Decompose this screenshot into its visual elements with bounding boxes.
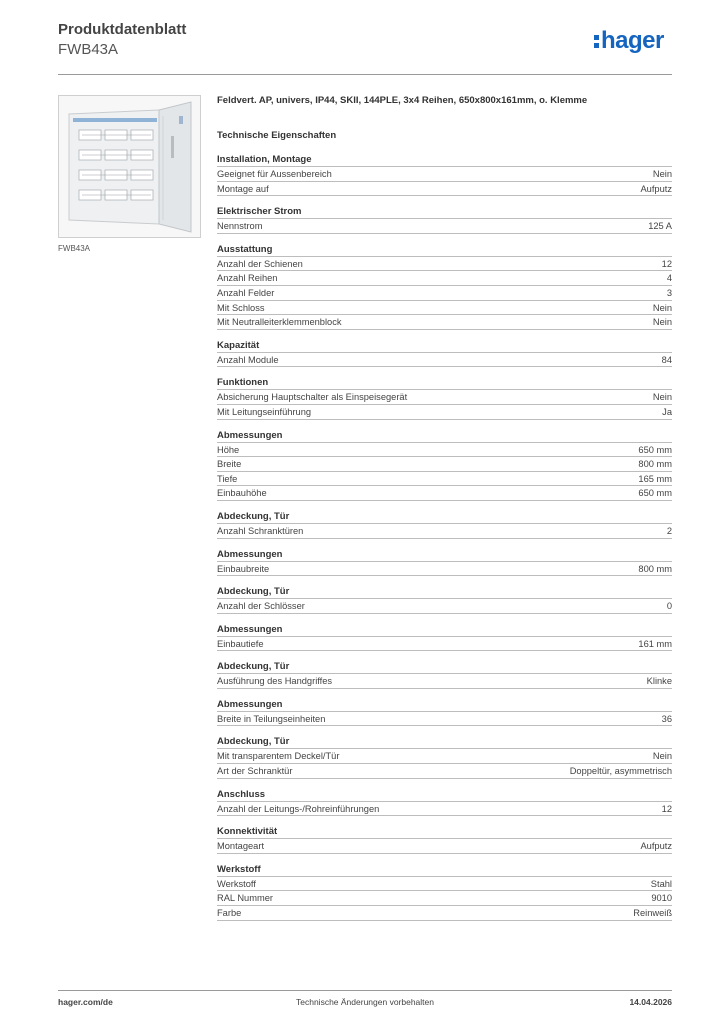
document-title: Produktdatenblatt xyxy=(58,21,187,38)
section-title: Elektrischer Strom xyxy=(217,206,672,219)
datasheet-content xyxy=(217,94,672,931)
document-header xyxy=(58,20,186,60)
property-section xyxy=(217,864,672,921)
section-title: Abmessungen xyxy=(217,699,672,712)
section-title: Abdeckung, Tür xyxy=(217,661,672,674)
property-section xyxy=(217,789,672,817)
property-row xyxy=(217,802,672,817)
property-value: Nein xyxy=(652,169,672,179)
section-title: Abdeckung, Tür xyxy=(217,586,672,599)
property-label: Anzahl Felder xyxy=(217,287,275,298)
property-value: Aufputz xyxy=(640,841,672,852)
property-label: Anzahl der Schienen xyxy=(217,258,303,269)
property-section xyxy=(217,736,672,778)
property-row xyxy=(217,390,672,405)
footer-divider xyxy=(58,990,672,991)
image-caption: FWB43A xyxy=(58,244,91,253)
section-title: Abmessungen xyxy=(217,624,672,637)
property-label: Montage auf xyxy=(217,183,269,194)
property-section xyxy=(217,661,672,689)
property-label: Absicherung Hauptschalter als Einspeisegerät xyxy=(217,392,408,403)
property-section xyxy=(217,549,672,577)
property-value: 84 xyxy=(661,354,672,365)
property-row xyxy=(217,443,672,458)
property-value: Doppeltür, asymmetrisch xyxy=(569,766,672,777)
property-value: 36 xyxy=(661,713,672,724)
property-value: 161 mm xyxy=(638,638,672,649)
property-row xyxy=(217,486,672,501)
property-label: Farbe xyxy=(217,908,242,919)
property-label: Montageart xyxy=(217,841,265,852)
property-section xyxy=(217,511,672,539)
property-label: Einbautiefe xyxy=(217,638,264,649)
property-row xyxy=(217,712,672,727)
property-value: Nein xyxy=(652,302,672,313)
property-row xyxy=(217,891,672,906)
property-row xyxy=(217,301,672,316)
property-row xyxy=(217,182,672,197)
product-description: Feldvert. AP, univers, IP44, SKII, 144PLE, 3x4 Reihen, 650x800x161mm, o. Klemme xyxy=(217,95,588,106)
property-section xyxy=(217,206,672,234)
property-value: 3 xyxy=(666,287,672,298)
property-row xyxy=(217,877,672,892)
logo-colon-icon xyxy=(594,32,599,51)
property-value: 9010 xyxy=(651,893,672,904)
distribution-cabinet-icon xyxy=(59,96,200,237)
section-title: Funktionen xyxy=(217,377,672,390)
property-value: Nein xyxy=(652,317,672,328)
section-title: Ausstattung xyxy=(217,244,672,257)
property-label: Breite xyxy=(217,459,242,470)
property-section xyxy=(217,154,672,196)
property-row xyxy=(217,457,672,472)
section-title: Werkstoff xyxy=(217,864,672,877)
property-label: Anzahl der Schlösser xyxy=(217,601,305,612)
property-section xyxy=(217,586,672,614)
section-title: Installation, Montage xyxy=(217,154,672,167)
property-label: Mit Schloss xyxy=(217,302,265,313)
property-label: Tiefe xyxy=(217,473,238,484)
property-label: Höhe xyxy=(217,444,240,455)
property-value: 12 xyxy=(661,258,672,269)
property-value: 800 mm xyxy=(638,563,672,574)
property-value: Stahl xyxy=(650,878,672,889)
property-value: Nein xyxy=(652,751,672,762)
product-code: FWB43A xyxy=(58,41,119,58)
property-label: Mit Neutralleiterklemmenblock xyxy=(217,317,342,328)
footer-website-link[interactable]: hager.com/de xyxy=(58,997,113,1007)
property-label: Mit transparentem Deckel/Tür xyxy=(217,751,340,762)
property-section xyxy=(217,699,672,727)
logo-text: hager xyxy=(601,27,664,54)
property-label: Anzahl Module xyxy=(217,354,279,365)
property-value: Aufputz xyxy=(640,183,672,194)
property-row xyxy=(217,472,672,487)
hager-logo[interactable] xyxy=(594,27,664,55)
property-row xyxy=(217,353,672,368)
section-title: Abdeckung, Tür xyxy=(217,511,672,524)
footer-notice: Technische Änderungen vorbehalten xyxy=(296,997,434,1007)
property-label: Anzahl der Leitungs-/Rohreinführungen xyxy=(217,803,380,814)
property-row xyxy=(217,219,672,234)
property-value: 0 xyxy=(666,601,672,612)
property-label: Werkstoff xyxy=(217,878,256,889)
property-row xyxy=(217,405,672,420)
section-title: Kapazität xyxy=(217,340,672,353)
property-row xyxy=(217,315,672,330)
property-value: 650 mm xyxy=(638,444,672,455)
property-row xyxy=(217,749,672,764)
property-value: 650 mm xyxy=(638,488,672,499)
property-section xyxy=(217,430,672,501)
property-value: 2 xyxy=(666,525,672,536)
property-label: Einbaubreite xyxy=(217,563,270,574)
property-label: Ausführung des Handgriffes xyxy=(217,676,333,687)
property-label: Mit Leitungseinführung xyxy=(217,406,312,417)
property-label: Einbauhöhe xyxy=(217,488,267,499)
section-title: Konnektivität xyxy=(217,826,672,839)
footer-date: 14.04.2026 xyxy=(629,997,672,1007)
property-value: Nein xyxy=(652,392,672,403)
property-section xyxy=(217,244,672,330)
section-title: Abmessungen xyxy=(217,430,672,443)
property-value: 125 A xyxy=(648,221,672,232)
property-value: Klinke xyxy=(646,676,672,687)
property-label: RAL Nummer xyxy=(217,893,273,904)
section-title: Abdeckung, Tür xyxy=(217,736,672,749)
property-sections xyxy=(217,154,672,921)
property-row xyxy=(217,674,672,689)
property-value: 165 mm xyxy=(638,473,672,484)
property-label: Art der Schranktür xyxy=(217,766,293,777)
property-row xyxy=(217,839,672,854)
product-image xyxy=(58,95,201,238)
property-value: Ja xyxy=(662,406,672,417)
property-value: 4 xyxy=(666,273,672,284)
property-row xyxy=(217,562,672,577)
property-row xyxy=(217,906,672,921)
property-label: Anzahl Reihen xyxy=(217,273,278,284)
property-row xyxy=(217,599,672,614)
property-row xyxy=(217,637,672,652)
property-value: 800 mm xyxy=(638,459,672,470)
header-divider xyxy=(58,74,672,75)
property-label: Geeignet für Aussenbereich xyxy=(217,169,332,179)
property-row xyxy=(217,524,672,539)
property-label: Breite in Teilungseinheiten xyxy=(217,713,326,724)
property-row xyxy=(217,167,672,182)
property-section xyxy=(217,340,672,368)
property-row xyxy=(217,257,672,272)
section-title: Abmessungen xyxy=(217,549,672,562)
property-row xyxy=(217,286,672,301)
property-row xyxy=(217,764,672,779)
property-value: 12 xyxy=(661,803,672,814)
property-section xyxy=(217,377,672,419)
section-title: Anschluss xyxy=(217,789,672,802)
property-section xyxy=(217,624,672,652)
property-label: Nennstrom xyxy=(217,221,263,232)
property-label: Anzahl Schranktüren xyxy=(217,525,304,536)
technical-properties-heading: Technische Eigenschaften xyxy=(217,130,337,141)
property-row xyxy=(217,271,672,286)
property-value: Reinweiß xyxy=(633,908,672,919)
property-section xyxy=(217,826,672,854)
